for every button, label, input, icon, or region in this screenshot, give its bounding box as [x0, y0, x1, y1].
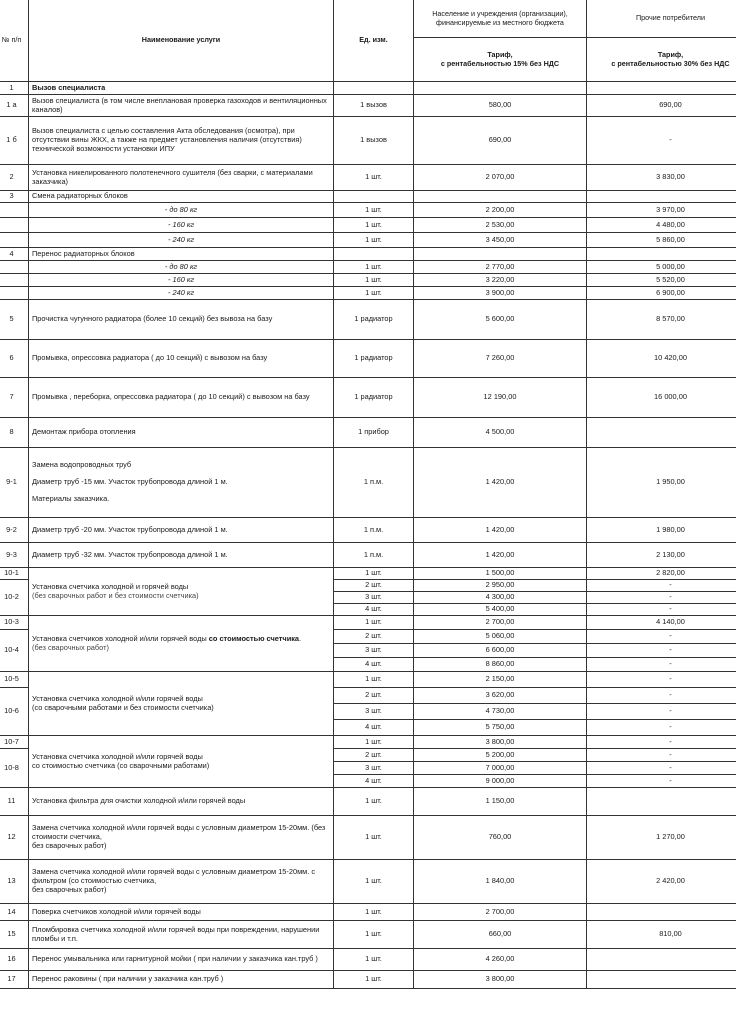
table-row — [0, 191, 736, 203]
service-name-cell: - 240 кг — [29, 233, 334, 248]
tariff-15-value — [414, 191, 587, 203]
table-row — [0, 300, 736, 340]
row-number: 8 — [0, 418, 29, 448]
tariff-30-value: 1 270,00 — [587, 816, 736, 860]
tariff-15-value: 5 200,00 — [414, 749, 587, 762]
unit-cell: 1 радиатор — [334, 300, 414, 340]
service-name-cell — [29, 860, 334, 904]
tariff-15-value: 2 070,00 — [414, 165, 587, 191]
tariff-15-value: 1 420,00 — [414, 518, 587, 543]
service-name-line: Замена счетчика холодной и/или горячей воды с условным диаметром 15-20мм. (без стоимости счетчика, — [32, 824, 330, 841]
row-number: 1 — [0, 82, 29, 95]
header-group-other: Прочие потребители — [587, 0, 736, 38]
tariff-15-value: 690,00 — [414, 117, 587, 165]
unit-cell: 1 радиатор — [334, 378, 414, 418]
tariff-30-value: - — [587, 720, 736, 736]
tariff-30-value: 5 520,00 — [587, 274, 736, 287]
unit-cell: 1 шт. — [334, 274, 414, 287]
tariff-30-value: 2 420,00 — [587, 860, 736, 904]
tariff-15-value — [414, 82, 587, 95]
tariff-30-value: - — [587, 604, 736, 616]
row-number — [0, 233, 29, 248]
row-number: 10-1 — [0, 568, 29, 580]
tariff-15-value: 3 800,00 — [414, 736, 587, 749]
unit-cell: 1 вызов — [334, 95, 414, 117]
tariff-30-value: 2 130,00 — [587, 543, 736, 568]
tariff-30-value — [587, 191, 736, 203]
service-name-fragment: (со сварочными работами и без стоимости счетчика) — [32, 703, 214, 712]
unit-cell: 1 вызов — [334, 117, 414, 165]
row-number: 12 — [0, 816, 29, 860]
tariff-30-value: - — [587, 592, 736, 604]
row-number: 1 а — [0, 95, 29, 117]
tariff-15-value: 2 700,00 — [414, 616, 587, 630]
tariff-30-value — [587, 949, 736, 971]
service-name-fragment: со стоимостью счетчика (со сварочными работами) — [32, 761, 209, 770]
tariff-15-value: 7 000,00 — [414, 762, 587, 775]
tariff-15-value: 2 150,00 — [414, 672, 587, 688]
tariff-30-value: 10 420,00 — [587, 340, 736, 378]
row-number: 10-2 — [0, 580, 29, 616]
unit-cell: 3 шт. — [334, 704, 414, 720]
service-name-cell: Перенос радиаторных блоков — [29, 248, 334, 261]
unit-cell: 4 шт. — [334, 775, 414, 788]
tariff-15-value: 8 860,00 — [414, 658, 587, 672]
service-name-fragment: Установка счетчика холодной и/или горячей воды — [32, 694, 203, 703]
unit-cell: 1 шт. — [334, 616, 414, 630]
table-row — [0, 117, 736, 165]
service-name-cell — [29, 616, 334, 672]
row-number: 11 — [0, 788, 29, 816]
table-row — [0, 904, 736, 921]
service-name-cell: Вызов специалиста с целью составления Акта обследования (осмотра), при отсутствии вины ЖКХ, а также на предмет установления наличия (отсутствия) технической возможности установки ИПУ — [29, 117, 334, 165]
row-number — [0, 287, 29, 300]
table-row — [0, 418, 736, 448]
row-number: 13 — [0, 860, 29, 904]
row-number — [0, 261, 29, 274]
header-service-name: Наименование услуги — [29, 0, 334, 82]
tariff-30-value: 1 950,00 — [587, 448, 736, 518]
tariff-30-value: - — [587, 580, 736, 592]
unit-cell: 3 шт. — [334, 592, 414, 604]
tariff-15-title: Тариф, — [417, 51, 583, 59]
tariff-30-value: - — [587, 762, 736, 775]
unit-cell: 2 шт. — [334, 688, 414, 704]
row-number: 4 — [0, 248, 29, 261]
tariff-30-value: 810,00 — [587, 921, 736, 949]
tariff-15-value: 3 620,00 — [414, 688, 587, 704]
header-tariff-30 — [587, 38, 736, 82]
tariff-30-value: - — [587, 688, 736, 704]
row-number: 10-6 — [0, 688, 29, 736]
unit-cell: 4 шт. — [334, 658, 414, 672]
row-number: 10-7 — [0, 736, 29, 749]
service-name-line: без сварочных работ) — [32, 842, 330, 851]
tariff-15-value: 12 190,00 — [414, 378, 587, 418]
service-name-fragment: Установка счетчика холодной и горячей воды — [32, 582, 188, 591]
row-number: 9-3 — [0, 543, 29, 568]
tariff-30-value: 1 980,00 — [587, 518, 736, 543]
tariff-15-value: 1 500,00 — [414, 568, 587, 580]
tariff-15-value: 1 420,00 — [414, 448, 587, 518]
row-number: 10-3 — [0, 616, 29, 630]
header-row-1 — [0, 0, 736, 38]
tariff-30-value: 5 000,00 — [587, 261, 736, 274]
table-row — [0, 736, 736, 749]
tariff-30-value: 3 970,00 — [587, 203, 736, 218]
unit-cell: 1 п.м. — [334, 543, 414, 568]
service-name-cell: Демонтаж прибора отопления — [29, 418, 334, 448]
unit-cell: 1 шт. — [334, 165, 414, 191]
tariff-15-value: 1 150,00 — [414, 788, 587, 816]
tariff-15-value: 4 500,00 — [414, 418, 587, 448]
unit-cell: 1 шт. — [334, 860, 414, 904]
unit-cell: 1 шт. — [334, 736, 414, 749]
service-name-cell: - до 80 кг — [29, 203, 334, 218]
service-name-cell: Установка никелированного полотенечного сушителя (без сварки, с материалами заказчика) — [29, 165, 334, 191]
tariff-30-title: Тариф, — [590, 51, 736, 59]
unit-cell: 2 шт. — [334, 749, 414, 762]
tariff-30-value: - — [587, 775, 736, 788]
tariff-30-value: 3 830,00 — [587, 165, 736, 191]
tariff-15-value: 4 260,00 — [414, 949, 587, 971]
tariff-30-value — [587, 904, 736, 921]
tariff-30-value: 4 140,00 — [587, 616, 736, 630]
unit-cell: 1 шт. — [334, 261, 414, 274]
tariff-15-subtitle: с рентабельностью 15% без НДС — [417, 60, 583, 68]
tariff-30-value: - — [587, 672, 736, 688]
tariff-30-value: - — [587, 749, 736, 762]
row-number — [0, 274, 29, 287]
header-number: № п/п — [0, 0, 29, 82]
row-number — [0, 218, 29, 233]
table-row — [0, 568, 736, 580]
row-number: 6 — [0, 340, 29, 378]
tariff-15-value: 1 420,00 — [414, 543, 587, 568]
table-row — [0, 921, 736, 949]
tariff-15-value: 7 260,00 — [414, 340, 587, 378]
tariff-30-value: 2 820,00 — [587, 568, 736, 580]
table-row — [0, 816, 736, 860]
tariff-15-value: 5 060,00 — [414, 630, 587, 644]
tariff-15-value: 4 300,00 — [414, 592, 587, 604]
service-name-fragment: (без сварочных работ) — [32, 643, 109, 652]
tariff-30-value: 690,00 — [587, 95, 736, 117]
tariff-30-subtitle: с рентабельностью 30% без НДС — [590, 60, 736, 68]
service-name-cell: Промывка, опрессовка радиатора ( до 10 секций) с вывозом на базу — [29, 340, 334, 378]
service-name-cell: Пломбировка счетчика холодной и/или горячей воды при повреждении, нарушении пломбы и т.п. — [29, 921, 334, 949]
tariff-15-value: 3 220,00 — [414, 274, 587, 287]
table-row — [0, 340, 736, 378]
service-name-cell — [29, 568, 334, 616]
tariff-15-value: 2 950,00 — [414, 580, 587, 592]
tariff-30-value: 6 900,00 — [587, 287, 736, 300]
service-name-cell: - 160 кг — [29, 218, 334, 233]
tariff-30-value — [587, 971, 736, 989]
tariff-15-value: 6 600,00 — [414, 644, 587, 658]
table-row — [0, 971, 736, 989]
row-number: 9-1 — [0, 448, 29, 518]
service-name-fragment: (без сварочных работ и без стоимости счетчика) — [32, 591, 199, 600]
tariff-15-value: 660,00 — [414, 921, 587, 949]
tariff-30-value — [587, 248, 736, 261]
header-tariff-15 — [414, 38, 587, 82]
row-number: 17 — [0, 971, 29, 989]
tariff-15-value: 5 600,00 — [414, 300, 587, 340]
tariff-15-value: 3 900,00 — [414, 287, 587, 300]
row-number: 10-8 — [0, 749, 29, 788]
tariff-30-value: 4 480,00 — [587, 218, 736, 233]
table-row — [0, 233, 736, 248]
row-number: 5 — [0, 300, 29, 340]
table-row — [0, 248, 736, 261]
unit-cell — [334, 191, 414, 203]
tariff-15-value: 5 750,00 — [414, 720, 587, 736]
service-name-cell: Перенос умывальника или гарнитурной мойки ( при наличии у заказчика кан.труб ) — [29, 949, 334, 971]
table-row — [0, 788, 736, 816]
table-row — [0, 82, 736, 95]
row-number: 9-2 — [0, 518, 29, 543]
table-row — [0, 518, 736, 543]
unit-cell: 1 шт. — [334, 218, 414, 233]
tariff-30-value — [587, 418, 736, 448]
row-number: 7 — [0, 378, 29, 418]
unit-cell: 1 п.м. — [334, 448, 414, 518]
unit-cell — [334, 248, 414, 261]
service-name-cell — [29, 736, 334, 788]
unit-cell: 2 шт. — [334, 630, 414, 644]
unit-cell: 1 радиатор — [334, 340, 414, 378]
unit-cell: 1 шт. — [334, 949, 414, 971]
tariff-15-value: 3 800,00 — [414, 971, 587, 989]
table-row — [0, 448, 736, 518]
unit-cell: 1 шт. — [334, 233, 414, 248]
row-number: 14 — [0, 904, 29, 921]
unit-cell: 1 шт. — [334, 816, 414, 860]
unit-cell: 2 шт. — [334, 580, 414, 592]
tariff-15-value: 1 840,00 — [414, 860, 587, 904]
service-name-cell: Прочистка чугунного радиатора (более 10 секций) без вывоза на базу — [29, 300, 334, 340]
tariff-30-value: - — [587, 644, 736, 658]
tariff-15-value: 5 400,00 — [414, 604, 587, 616]
row-number: 2 — [0, 165, 29, 191]
tariff-30-value — [587, 788, 736, 816]
service-name-cell: Вызов специалиста (в том числе внеплановая проверка газоходов и вентиляционных каналов) — [29, 95, 334, 117]
unit-cell: 1 шт. — [334, 788, 414, 816]
tariff-30-value: - — [587, 704, 736, 720]
unit-cell: 3 шт. — [334, 644, 414, 658]
table-row — [0, 287, 736, 300]
service-name-cell: Диаметр труб -20 мм. Участок трубопровода длиной 1 м. — [29, 518, 334, 543]
row-number: 10-4 — [0, 630, 29, 672]
unit-cell: 1 п.м. — [334, 518, 414, 543]
unit-cell: 1 шт. — [334, 672, 414, 688]
service-name-fragment: . — [299, 634, 301, 643]
unit-cell: 1 шт. — [334, 904, 414, 921]
service-name-line: Диаметр труб -15 мм. Участок трубопровода длиной 1 м. — [32, 478, 330, 487]
tariff-15-value: 580,00 — [414, 95, 587, 117]
service-name-fragment: Установка счетчика холодной и/или горячей воды — [32, 752, 203, 761]
unit-cell: 1 шт. — [334, 203, 414, 218]
table-row — [0, 672, 736, 688]
tariff-15-value: 2 200,00 — [414, 203, 587, 218]
tariff-15-value: 2 700,00 — [414, 904, 587, 921]
tariff-15-value: 4 730,00 — [414, 704, 587, 720]
service-name-cell — [29, 448, 334, 518]
table-row — [0, 165, 736, 191]
service-name-cell: - до 80 кг — [29, 261, 334, 274]
service-name-fragment: Установка счетчиков холодной и/или горячей воды — [32, 634, 209, 643]
table-row — [0, 274, 736, 287]
service-name-line: Замена водопроводных труб — [32, 461, 330, 470]
tariff-15-value: 2 770,00 — [414, 261, 587, 274]
service-name-cell: Установка фильтра для очистки холодной и/или горячей воды — [29, 788, 334, 816]
table-row — [0, 949, 736, 971]
service-name-cell: - 160 кг — [29, 274, 334, 287]
unit-cell: 1 прибор — [334, 418, 414, 448]
service-name-cell: Диаметр труб -32 мм. Участок трубопровода длиной 1 м. — [29, 543, 334, 568]
header-unit: Ед. изм. — [334, 0, 414, 82]
service-name-fragment: со стоимостью счетчика — [209, 634, 299, 643]
tariff-30-value: - — [587, 658, 736, 672]
unit-cell: 4 шт. — [334, 720, 414, 736]
unit-cell — [334, 82, 414, 95]
service-name-cell: Вызов специалиста — [29, 82, 334, 95]
tariff-15-value: 2 530,00 — [414, 218, 587, 233]
service-name-cell: Перенос раковины ( при наличии у заказчика кан.труб ) — [29, 971, 334, 989]
row-number: 10-5 — [0, 672, 29, 688]
service-name-cell — [29, 816, 334, 860]
table-row — [0, 616, 736, 630]
row-number: 16 — [0, 949, 29, 971]
unit-cell: 4 шт. — [334, 604, 414, 616]
row-number: 15 — [0, 921, 29, 949]
tariff-15-value: 9 000,00 — [414, 775, 587, 788]
service-name-line: Материалы заказчика. — [32, 495, 330, 504]
table-row — [0, 860, 736, 904]
tariff-30-value: - — [587, 630, 736, 644]
service-name-cell: - 240 кг — [29, 287, 334, 300]
tariff-30-value: 8 570,00 — [587, 300, 736, 340]
tariff-15-value: 3 450,00 — [414, 233, 587, 248]
table-row — [0, 203, 736, 218]
tariff-30-value: 5 860,00 — [587, 233, 736, 248]
table-row — [0, 95, 736, 117]
table-row — [0, 218, 736, 233]
service-name-cell: Поверка счетчиков холодной и/или горячей воды — [29, 904, 334, 921]
table-row — [0, 261, 736, 274]
service-name-cell: Смена радиаторных блоков — [29, 191, 334, 203]
row-number: 1 б — [0, 117, 29, 165]
service-name-line: Замена счетчика холодной и/или горячей воды с условным диаметром 15-20мм. с фильтром (со стоимостью счетчика, — [32, 868, 330, 885]
tariff-30-value: - — [587, 736, 736, 749]
tariff-30-value — [587, 82, 736, 95]
service-name-line: без сварочных работ) — [32, 886, 330, 895]
tariff-30-value: - — [587, 117, 736, 165]
table-row — [0, 543, 736, 568]
unit-cell: 1 шт. — [334, 568, 414, 580]
table-row — [0, 378, 736, 418]
row-number: 3 — [0, 191, 29, 203]
unit-cell: 3 шт. — [334, 762, 414, 775]
unit-cell: 1 шт. — [334, 287, 414, 300]
unit-cell: 1 шт. — [334, 921, 414, 949]
service-name-cell: Промывка , переборка, опрессовка радиатора ( до 10 секций) с вывозом на базу — [29, 378, 334, 418]
tariff-15-value: 760,00 — [414, 816, 587, 860]
header-group-budget: Население и учреждения (организации), финансируемые из местного бюджета — [414, 0, 587, 38]
unit-cell: 1 шт. — [334, 971, 414, 989]
service-name-cell — [29, 672, 334, 736]
row-number — [0, 203, 29, 218]
tariff-15-value — [414, 248, 587, 261]
tariff-30-value: 16 000,00 — [587, 378, 736, 418]
